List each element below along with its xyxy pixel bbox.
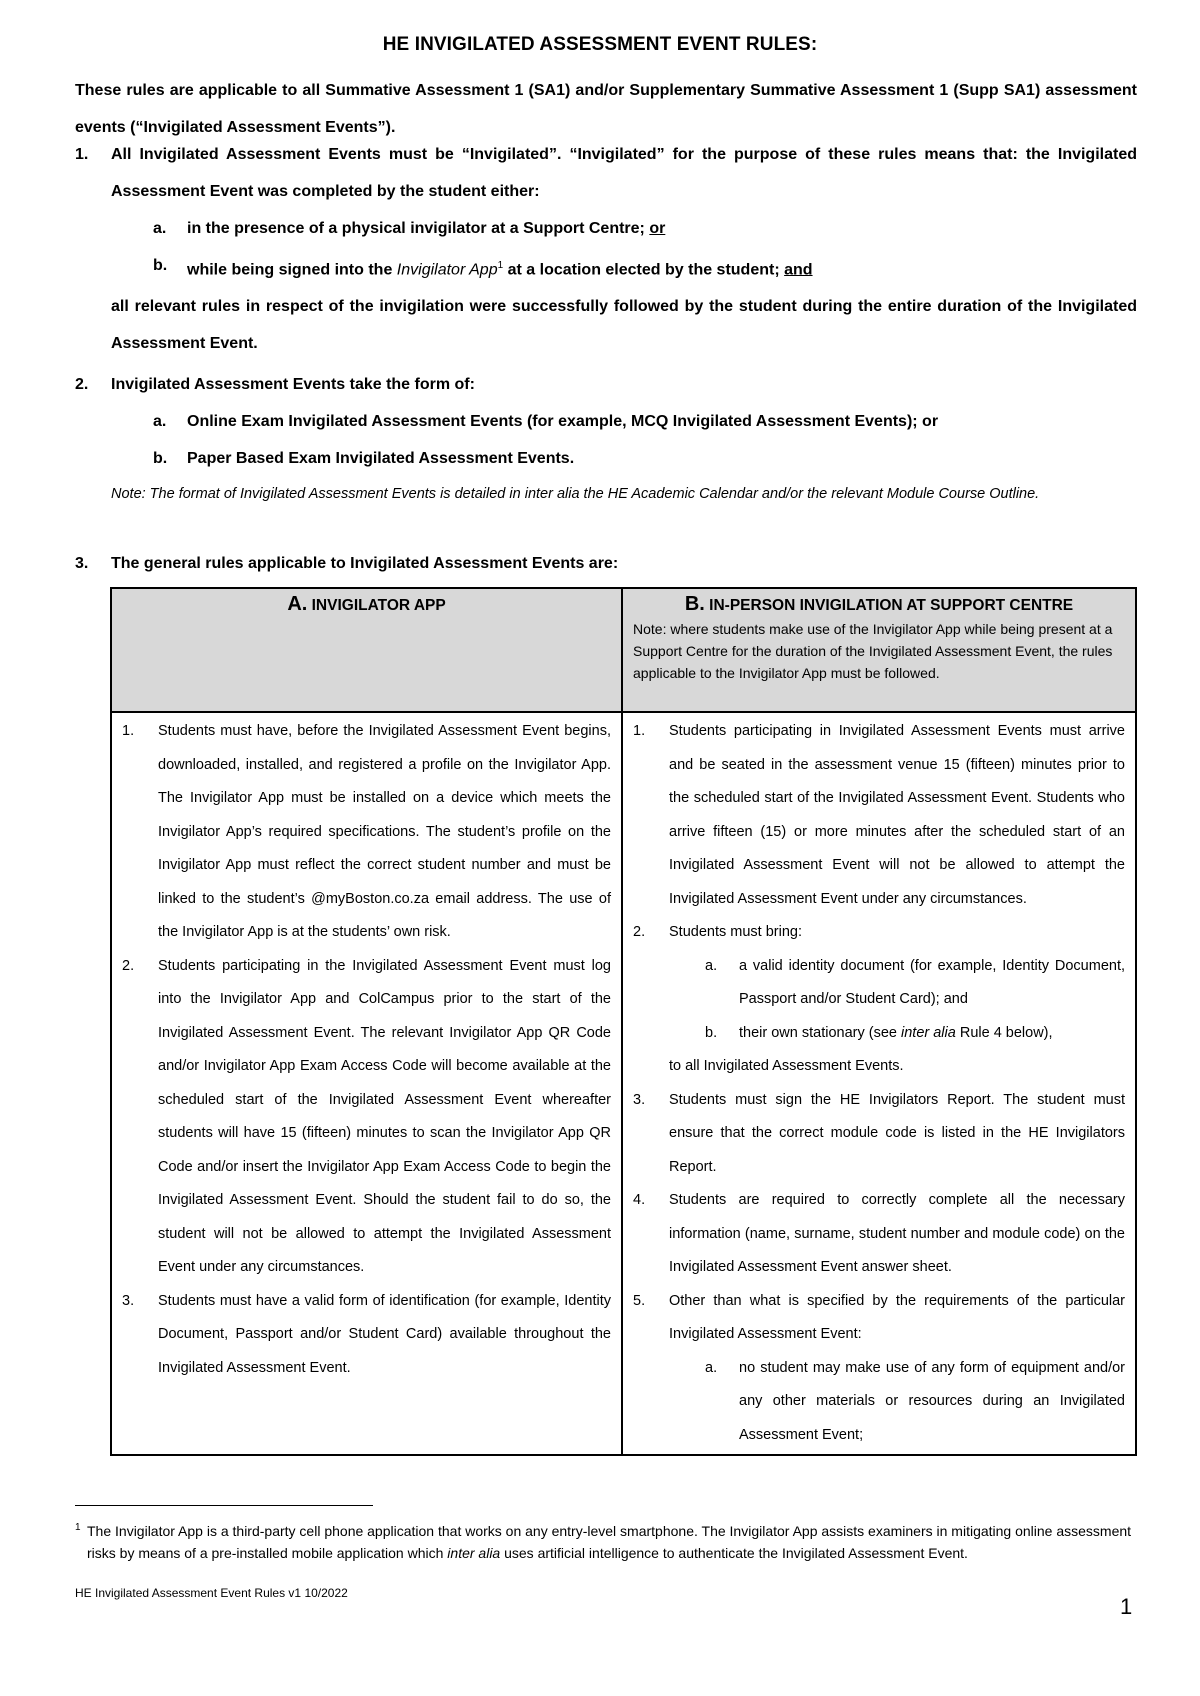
rule-1-tail: all relevant rules in respect of the invigilation were successfully followed by the student during the entire duration of the Invigilated Assessment Event. bbox=[111, 298, 1137, 353]
rule-2-sub-a-text: Online Exam Invigilated Assessment Events (for example, MCQ Invigilated Assessment Events); or bbox=[187, 413, 939, 430]
rule-3-number: 3. bbox=[75, 555, 89, 572]
column-b-item-5-sub-a bbox=[705, 1352, 1125, 1453]
rule-1-sub-a bbox=[153, 210, 1137, 247]
footer-document-version: HE Invigilated Assessment Event Rules v1 10/2022 bbox=[75, 1586, 348, 1600]
column-b-item-2-sub-b bbox=[705, 1017, 1125, 1051]
column-b-sub-number: a. bbox=[705, 1359, 718, 1376]
column-b-item-text: Students participating in Invigilated Assessment Events must arrive and be seated in the assessment venue 15 (fifteen) minutes prior to the scheduled start of the Invigilated Assessment Event. Students who arrive fifteen (15) or more minutes after the scheduled start of an Invigilated Assessment Event will not be allowed to attempt the Invigilated Assessment Event under any circumstances. bbox=[669, 723, 1125, 907]
column-b-sub-text: no student may make use of any form of equipment and/or any other materials or resources during an Invigilated Assessment Event; bbox=[739, 1359, 1125, 1443]
column-a-letter: A. bbox=[287, 593, 308, 615]
column-b-item-2-tail: to all Invigilated Assessment Events. bbox=[669, 1058, 904, 1074]
rule-2-sub-b-text: Paper Based Exam Invigilated Assessment Events. bbox=[187, 450, 575, 467]
rules-table-body-row bbox=[111, 712, 1136, 1455]
rule-3 bbox=[75, 545, 1137, 582]
footnote-separator bbox=[75, 1505, 373, 1506]
footnote-text-post: uses artificial intelligence to authenticate the Invigilated Assessment Event. bbox=[504, 1545, 968, 1561]
column-b-item-1 bbox=[633, 715, 1125, 916]
rule-1-number: 1. bbox=[75, 146, 89, 163]
column-a-item bbox=[122, 1285, 611, 1386]
rule-1-sub-a-connector: or bbox=[649, 220, 666, 237]
footnote-reference[interactable]: 1 bbox=[497, 260, 504, 271]
column-b-item-number: 5. bbox=[633, 1292, 646, 1309]
column-b-letter: B. bbox=[684, 593, 705, 615]
intro-paragraph: These rules are applicable to all Summative Assessment 1 (SA1) and/or Supplementary Summative Assessment 1 (Supp SA1) assessment events (“Invigilated Assessment Events”). bbox=[75, 82, 1137, 136]
rule-3-text bbox=[75, 545, 1137, 582]
column-a-title bbox=[122, 593, 611, 616]
column-b-item-4 bbox=[633, 1184, 1125, 1285]
column-b-item-number: 1. bbox=[633, 723, 646, 739]
footnote-marker: 1 bbox=[75, 1522, 81, 1533]
column-b-sub-b-pre: their own stationary (see bbox=[739, 1024, 897, 1041]
rule-3-body: The general rules applicable to Invigilated Assessment Events are: bbox=[111, 555, 619, 572]
column-b-item-text: Students are required to correctly complete all the necessary information (name, surname, student number and module code) on the Invigilated Assessment Event answer sheet. bbox=[669, 1192, 1125, 1275]
rule-2-number: 2. bbox=[75, 376, 89, 393]
column-a-item-text: Students must have, before the Invigilated Assessment Event begins, downloaded, installed, and registered a profile on the Invigilator App. The Invigilator App must be installed on a device which meets the Invigilator App’s required specifications. The student’s profile on the Invigilator App must reflect the correct student number and must be linked to the student’s @myBoston.co.za email address. The use of the Invigilator App is at the students’ own risk. bbox=[158, 723, 611, 940]
column-b-item-number: 4. bbox=[633, 1192, 646, 1208]
column-b-title bbox=[633, 593, 1125, 616]
column-b-sub-text: a valid identity document (for example, Identity Document, Passport and/or Student Card); and bbox=[739, 957, 1125, 1007]
column-a-item-number: 1. bbox=[122, 723, 135, 739]
rules-table bbox=[110, 587, 1137, 1456]
column-a-item bbox=[122, 950, 611, 1285]
column-b-header bbox=[622, 588, 1136, 712]
column-a-item-number: 3. bbox=[122, 1292, 135, 1309]
page-number: 1 bbox=[1120, 1594, 1133, 1619]
column-a-header bbox=[111, 588, 622, 712]
column-b-item-3 bbox=[633, 1084, 1125, 1185]
rule-1-sub-b-connector: and bbox=[784, 261, 813, 279]
rule-2-note: Note: The format of Invigilated Assessment Events is detailed in inter alia the HE Academic Calendar and/or the relevant Module Course Outline. bbox=[111, 486, 1040, 502]
column-a-heading: INVIGILATOR APP bbox=[311, 597, 446, 614]
column-b-item-2 bbox=[633, 916, 1125, 950]
column-b-item-text: Students must bring: bbox=[669, 924, 802, 940]
rule-1-body: All Invigilated Assessment Events must be “Invigilated”. “Invigilated” for the purpose of these rules means that: the Invigilated Assessment Event was completed by the student either: bbox=[111, 146, 1137, 200]
rule-2-sub-a bbox=[153, 403, 1137, 440]
rule-1-sub-b-app-name: Invigilator App bbox=[396, 261, 498, 279]
rule-1-sub-a-text: in the presence of a physical invigilator at a Support Centre; bbox=[187, 220, 645, 237]
rule-2-sub-b-number: b. bbox=[153, 450, 168, 467]
rule-2-sub-a-number: a. bbox=[153, 413, 167, 430]
column-a-item bbox=[122, 715, 611, 950]
column-b-sub-number: a. bbox=[705, 957, 718, 974]
rule-2-sub-b bbox=[153, 440, 1137, 477]
column-b-item-number: 2. bbox=[633, 924, 646, 940]
rule-1-sub-b-number: b. bbox=[153, 257, 168, 274]
page-title: HE INVIGILATED ASSESSMENT EVENT RULES: bbox=[382, 34, 818, 55]
column-b-item-text: Students must sign the HE Invigilators Report. The student must ensure that the correct module code is listed in the HE Invigilators Report. bbox=[669, 1091, 1125, 1175]
rule-1 bbox=[75, 136, 1137, 362]
rule-1-text bbox=[75, 136, 1137, 210]
rule-2 bbox=[75, 366, 1137, 511]
column-b-item-number: 3. bbox=[633, 1091, 646, 1108]
rules-table-header-row bbox=[111, 588, 1136, 712]
footnote-italic: inter alia bbox=[447, 1545, 501, 1561]
rule-2-text bbox=[75, 366, 1137, 403]
column-a-item-number: 2. bbox=[122, 957, 135, 974]
column-b-heading: IN-PERSON INVIGILATION AT SUPPORT CENTRE bbox=[709, 597, 1074, 614]
rule-1-sub-b-post: at a location elected by the student; bbox=[507, 261, 780, 279]
footnote bbox=[75, 1520, 1137, 1564]
column-b-item-2-sub-a bbox=[705, 950, 1125, 1017]
rule-1-sub-b bbox=[153, 247, 1137, 288]
column-a-item-text: Students participating in the Invigilated Assessment Event must log into the Invigilator App and ColCampus prior to the start of the Invigilated Assessment Event. The relevant Invigilator App QR Code and/or Invigilator App Exam Access Code will become available at the scheduled start of the Invigilated Assessment Event whereafter students will have 15 (fifteen) minutes to scan the Invigilator App QR Code and/or insert the Invigilator App Exam Access Code to begin the Invigilated Assessment Event. Should the student fail to do so, the student will not be allowed to attempt the Invigilated Assessment Event under any circumstances. bbox=[158, 957, 611, 1275]
column-b-note: Note: where students make use of the Invigilator App while being present at a Support Centre for the duration of the Invigilated Assessment Event, the rules applicable to the Invigilator App must be followed. bbox=[633, 621, 1113, 681]
footnote-text-pre: The Invigilator App is a third-party cell phone application that works on any entry-level smartphone. The Invigilator App assists examiners in mitigating online assessment risks by means of a pre-installed mobile application which bbox=[87, 1523, 1132, 1561]
column-b-rules bbox=[622, 712, 1136, 1455]
rule-1-sub-b-pre: while being signed into the bbox=[187, 261, 393, 279]
rule-1-sub-a-number: a. bbox=[153, 220, 167, 237]
column-a-item-text: Students must have a valid form of identification (for example, Identity Document, Passport and/or Student Card) available throughout the Invigilated Assessment Event. bbox=[158, 1292, 611, 1376]
column-b-sub-b-italic: inter alia bbox=[901, 1024, 956, 1041]
column-b-item-text: Other than what is specified by the requirements of the particular Invigilated Assessment Event: bbox=[669, 1292, 1125, 1342]
column-a-rules bbox=[111, 712, 622, 1455]
column-b-sub-number: b. bbox=[705, 1024, 718, 1041]
rule-2-body: Invigilated Assessment Events take the form of: bbox=[111, 376, 475, 393]
column-b-sub-b-post: Rule 4 below), bbox=[959, 1024, 1053, 1041]
column-b-item-5 bbox=[633, 1285, 1125, 1352]
